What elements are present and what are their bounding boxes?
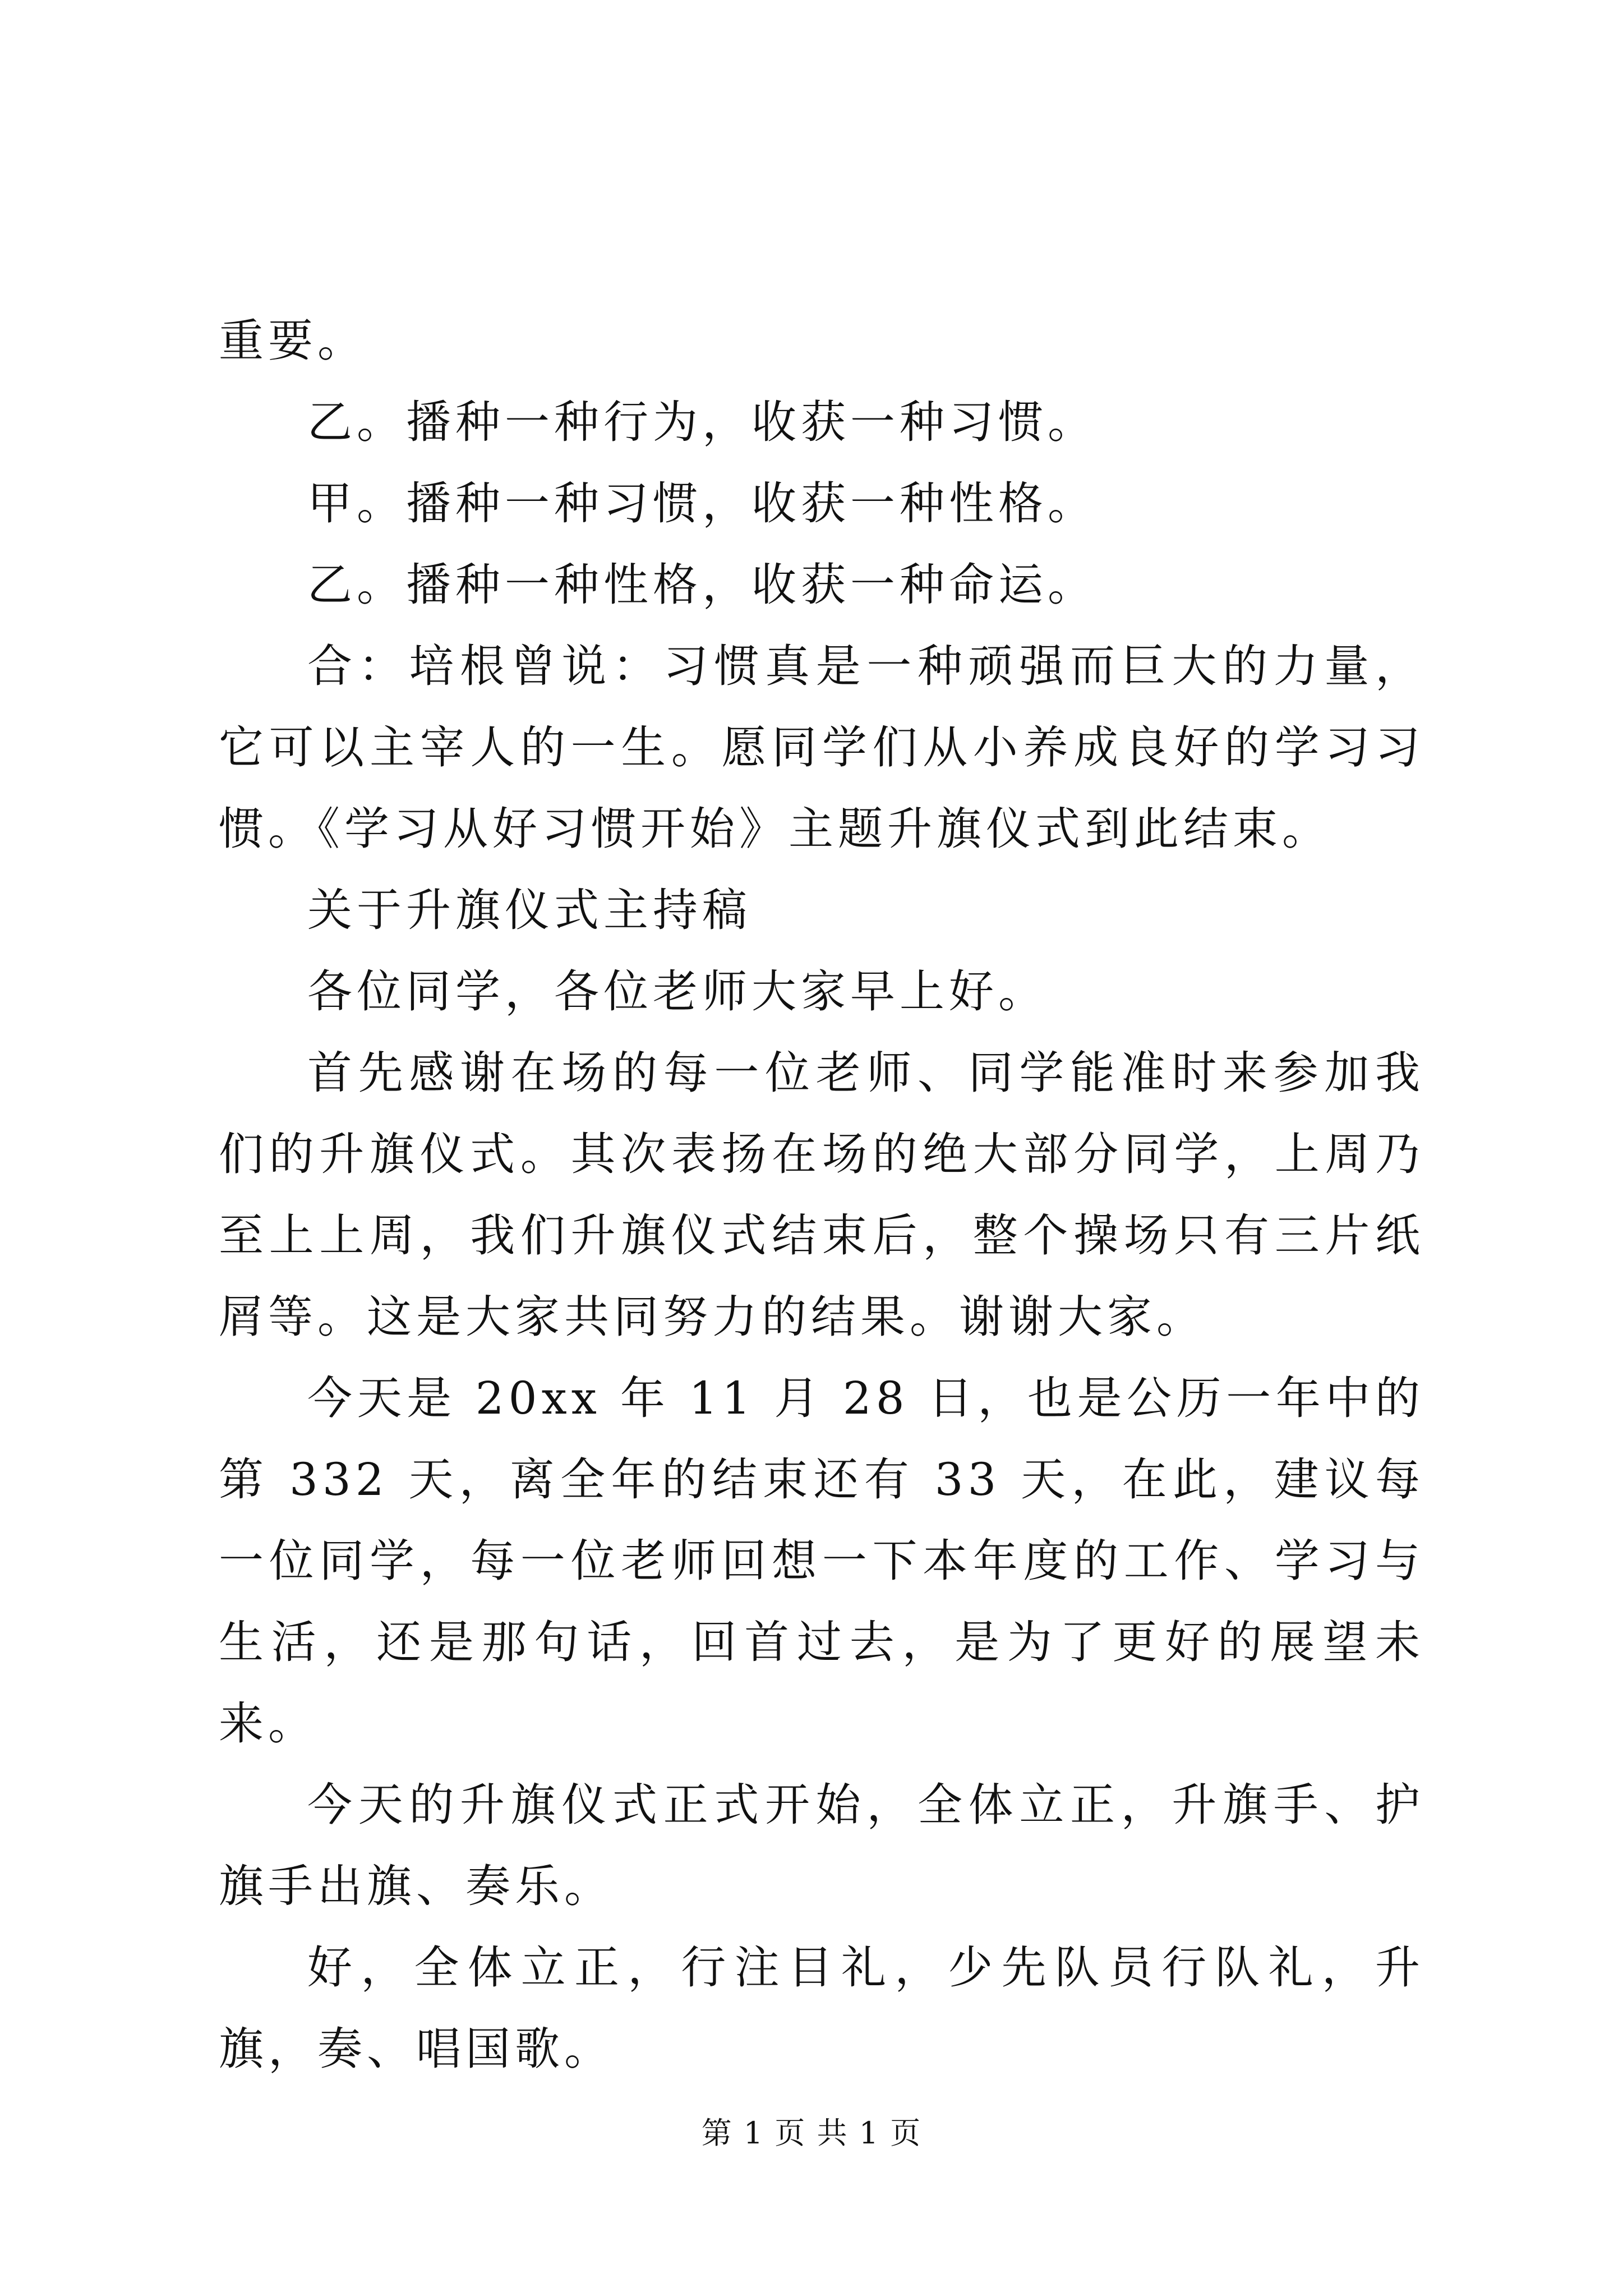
paragraph: 乙。播种一种性格，收获一种命运。 — [307, 559, 1097, 611]
paragraph: 重要。 — [219, 315, 367, 367]
paragraph: 乙。播种一种行为，收获一种习惯。 — [307, 396, 1097, 448]
page-number-footer: 第 1 页 共 1 页 — [701, 2115, 922, 2151]
document-body — [219, 300, 1424, 2090]
paragraph: 合：培根曾说：习惯真是一种顽强而巨大的力量，它可以主宰人的一生。愿同学们从小养成良好的学习习惯。《学习从好习惯开始》主题升旗仪式到此结束。 — [219, 640, 1424, 855]
paragraph: 今天是 20xx 年 11 月 28 日，也是公历一年中的第 332 天，离全年的结束还有 33 天，在此，建议每一位同学，每一位老师回想一下本年度的工作、学习与生活，还是那句话，回首过去，是为了更好的展望未来。 — [219, 1372, 1424, 1750]
paragraph: 各位同学，各位老师大家早上好。 — [307, 965, 1048, 1018]
paragraph: 好，全体立正，行注目礼，少先队员行队礼，升旗，奏、唱国歌。 — [219, 1941, 1424, 2075]
paragraph: 甲。播种一种习惯，收获一种性格。 — [307, 477, 1097, 530]
paragraph: 首先感谢在场的每一位老师、同学能准时来参加我们的升旗仪式。其次表扬在场的绝大部分同学，上周乃至上上周，我们升旗仪式结束后，整个操场只有三片纸屑等。这是大家共同努力的结果。谢谢大家。 — [219, 1047, 1424, 1343]
section-heading: 关于升旗仪式主持稿 — [307, 884, 751, 936]
paragraph: 今天的升旗仪式正式开始，全体立正，升旗手、护旗手出旗、奏乐。 — [219, 1779, 1424, 1912]
